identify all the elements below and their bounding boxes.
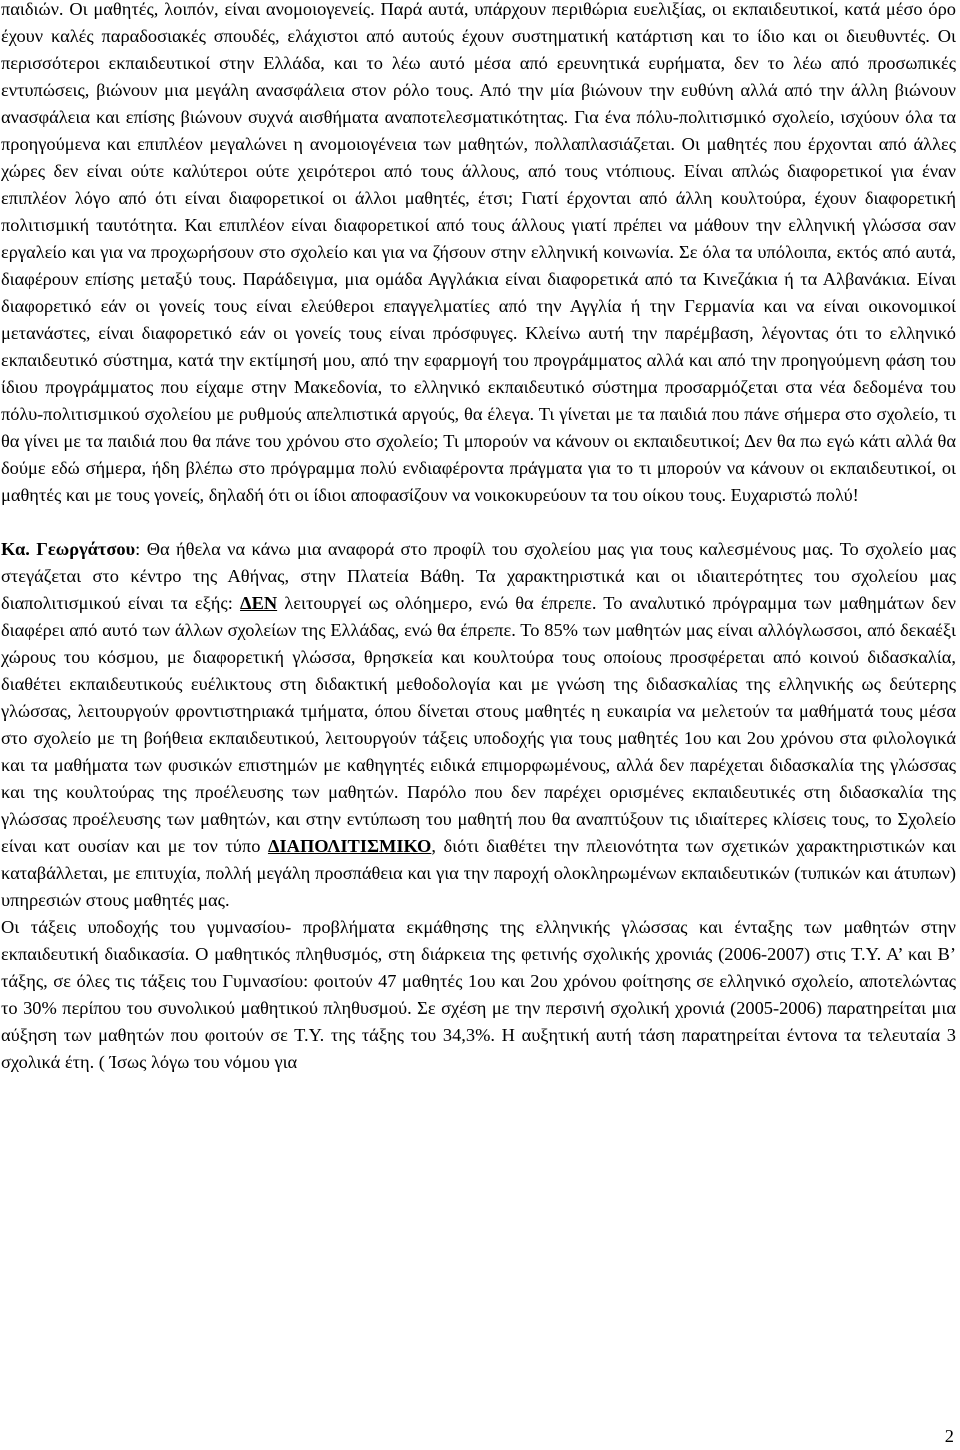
body-text	[1, 0, 956, 1076]
speaker-label: Κα. Γεωργάτσου	[1, 539, 136, 559]
paragraph-1: παιδιών. Οι μαθητές, λοιπόν, είναι ανομοιογενείς. Παρά αυτά, υπάρχουν περιθώρια ευελιξίας, οι εκπαιδευτικοί, κατά μέσο όρο έχουν καλές παραδοσιακές σπουδές, ελάχιστοι από αυτούς έχουν συστηματική κατάρτιση και το ίδιο και οι διευθυντές. Οι περισσότεροι εκπαιδευτικοί στην Ελλάδα, και το λέω αυτό μέσα από ερευνητικά ευρήματα, δεν το λέω από προσωπικές εντυπώσεις, βιώνουν μια μεγάλη ανασφάλεια στον ρόλο τους. Από την μία βιώνουν την ευθύνη αλλά από την άλλη βιώνουν ανασφάλεια και επίσης βιώνουν συχνά αισθήματα αναποτελεσματικότητας. Για ένα πόλυ-πολιτισμικό σχολείο, ισχύουν όλα τα προηγούμενα και επιπλέον μεγαλώνει η ανομοιογένεια των μαθητών, πολλαπλασιάζεται. Οι μαθητές που έρχονται από άλλες χώρες δεν είναι ούτε καλύτεροι ούτε χειρότεροι από τους άλλους, από τους ντόπιους. Είναι απλώς διαφορετικοί για έναν επιπλέον λόγο από ότι είναι διαφορετικοί οι άλλοι μαθητές, έτσι; Γιατί έρχονται από άλλη κουλτούρα, έχουν διαφορετική πολιτισμική ταυτότητα. Και επιπλέον είναι διαφορετικοί από τους άλλους γιατί πρέπει να μάθουν την ελληνική γλώσσα σαν εργαλείο και για να προχωρήσουν στο σχολείο και για να ζήσουν στην ελληνική κοινωνία. Σε όλα τα υπόλοιπα, εκτός από αυτά, διαφέρουν επίσης μεταξύ τους. Παράδειγμα, μια ομάδα Αγγλάκια είναι διαφορετικά από τα Κινεζάκια ή τα Αλβανάκια. Είναι διαφορετικό εάν οι γονείς τους είναι ελεύθεροι επαγγελματίες από την Αγγλία ή την Γερμανία και να είναι οικονομικοί μετανάστες, είναι διαφορετικό εάν οι γονείς τους είναι πρόσφυγες. Κλείνω αυτή την παρέμβαση, λέγοντας ότι το ελληνικό εκπαιδευτικό σύστημα, κατά την εκτίμησή μου, από την εφαρμογή του προγράμματος αλλά και από την προηγούμενη φάση του ίδιου προγράμματος που είχαμε στην Μακεδονία, το ελληνικό εκπαιδευτικό σύστημα προσαρμόζεται στα νέα δεδομένα του πόλυ-πολιτισμικού σχολείου με ρυθμούς απελπιστικά αργούς, θα έλεγα. Τι γίνεται με τα παιδιά που πάνε σήμερα στο σχολείο, τι θα γίνει με τα παιδιά που θα πάνε του χρόνου στο σχολείο; Τι μπορούν να κάνουν οι εκπαιδευτικοί; Δεν θα πω εγώ κάτι αλλά θα δούμε εδώ σήμερα, ήδη βλέπω στο πρόγραμμα πολύ ενδιαφέροντα πράγματα για το τι μπορούν να κάνουν οι εκπαιδευτικοί, οι μαθητές και με τους γονείς, δηλαδή ότι οι ίδιοι αποφασίζουν να νοικοκυρεύουν τα του οίκου τους. Ευχαριστώ πολύ!	[1, 0, 956, 505]
paragraph-2-part-a: : Θα ήθελα να κάνω μια αναφορά στο προφίλ του σχολείου μας για τους καλεσμένους μας. Το σχολείο μας στεγάζεται στο κέντρο της Αθήνας, στην Πλατεία Βάθη. Τα χαρακτηριστικά και οι ιδιαιτερότητες του σχολείου μας διαπολιτισμικού είναι τα εξής:	[1, 539, 956, 613]
paragraph-2-part-c: , διότι διαθέτει την πλειονότητα των σχετικών χαρακτηριστικών και καταβάλλεται, με επιτυχία, πολλή μεγάλη προσπάθεια και για την παροχή ολοκληρωμένων εκπαιδευτικών (τυπικών και άτυπων) υπηρεσιών στους μαθητές μας.	[1, 836, 956, 910]
page-number: 2	[944, 1426, 954, 1446]
paragraph-spacer	[1, 509, 956, 536]
paragraph-2-part-b: λειτουργεί ως ολόημερο, ενώ θα έπρεπε. Το αναλυτικό πρόγραμμα των μαθημάτων δεν διαφέρει από αυτό των άλλων σχολείων της Ελλάδας, ενώ θα έπρεπε. Το 85% των μαθητών μας είναι αλλόγλωσσοι, από δεκαέξι χώρους του κόσμου, με διαφορετική γλώσσα, θρησκεία και κουλτούρα τους οποίους προσφέρεται από κοινού διδασκαλία, διαθέτει εκπαιδευτικούς ευέλικτους στη διδακτική μεθοδολογία και με γνώση της διδασκαλίας της ελληνικής ως δεύτερης γλώσσας, λειτουργούν φροντιστηριακά τμήματα, όπου δίνεται στους μαθητές η ευκαιρία να μελετούν τα μαθήματά τους μέσα στο σχολείο με τη βοήθεια εκπαιδευτικού, λειτουργούν τάξεις υποδοχής για τους μαθητές 1ου και 2ου χρόνου στα φιλολογικά και τα μαθήματα των φυσικών επιστημών με καθηγητές ειδικά επιμορφωμένους, αλλά δεν παρέχεται διδασκαλία της γλώσσας και της κουλτούρας της προέλευσης των μαθητών. Παρόλο που δεν παρέχει ορισμένες εκπαιδευτικές στη διδασκαλία της γλώσσας προέλευσης των μαθητών, και στην εντύπωση του μαθητή που θα αναπτύξουν τις ιδιαίτερες κλίσεις τους, το Σχολείο είναι κατ ουσίαν και με τον τύπο	[1, 593, 956, 856]
emphasis-den: ΔΕΝ	[240, 593, 278, 613]
emphasis-diapolitismiko: ΔΙΑΠΟΛΙΤΙΣΜΙΚΟ	[267, 836, 432, 856]
paragraph-3: Οι τάξεις υποδοχής του γυμνασίου- προβλήματα εκμάθησης της ελληνικής γλώσσας και ένταξης των μαθητών στην εκπαιδευτική διαδικασία. Ο μαθητικός πληθυσμός, στη διάρκεια της φετινής σχολικής χρονιάς (2006-2007) στις Τ.Υ. Α’ και Β’ τάξης, σε όλες τις τάξεις του Γυμνασίου: φοιτούν 47 μαθητές 1ου και 2ου χρόνου φοίτησης σε ελληνικό σχολείο, αποτελώντας το 30% περίπου του συνολικού μαθητικού πληθυσμού. Σε σχέση με την περσινή σχολική χρονιά (2005-2006) παρατηρείται μια αύξηση των μαθητών που φοιτούν σε Τ.Υ. της τάξης του 34,3%. Η αυξητική αυτή τάση παρατηρείται έντονα τα τελευταία 3 σχολικά έτη. ( Ίσως λόγω του νόμου για	[1, 917, 956, 1072]
paragraph-2	[1, 536, 956, 914]
